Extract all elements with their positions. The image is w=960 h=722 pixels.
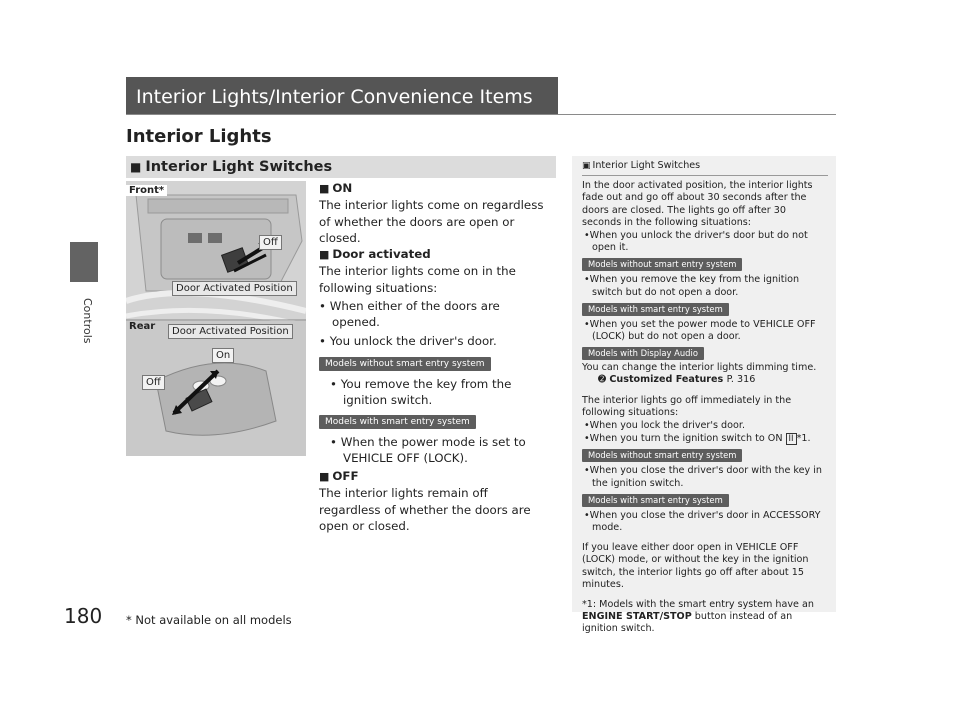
- on-heading: ■ ON: [319, 181, 353, 195]
- models-without-smart-entry-badge: Models without smart entry system: [319, 357, 491, 371]
- light-switch-illustration: [126, 181, 306, 456]
- note-badge-with-smart-entry: Models with smart entry system: [582, 303, 729, 316]
- on-label-rear: On: [212, 348, 234, 363]
- note-badge-without-smart-entry: Models without smart entry system: [582, 258, 742, 271]
- note-paragraph-4: If you leave either door open in VEHICLE OFF (LOCK) mode, or without the key in the ignition switch, the interior lights go off after about 15 minutes.: [582, 542, 809, 590]
- note-bullet-4: •When you lock the driver's door.: [584, 420, 745, 432]
- door-activated-description: The interior lights come on in the following situations:: [319, 264, 516, 295]
- door-activated-bullet-4: • When the power mode is set to VEHICLE OFF (LOCK).: [330, 434, 526, 465]
- subsection-marker: ■: [130, 160, 142, 174]
- off-label-front: Off: [259, 235, 282, 250]
- note-paragraph-2: You can change the interior lights dimming time.: [582, 362, 817, 374]
- availability-footnote: * Not available on all models: [126, 613, 292, 627]
- door-activated-bullet-3: • You remove the key from the ignition switch.: [330, 376, 512, 408]
- note-footnote: *1: Models with the smart entry system have an ENGINE START/STOP button instead of an ignition switch.: [582, 599, 814, 635]
- title-divider: [126, 114, 836, 115]
- chapter-label: Controls: [81, 298, 94, 344]
- door-activated-label-front: Door Activated Position: [172, 281, 297, 296]
- models-with-smart-entry-badge: Models with smart entry system: [319, 415, 476, 429]
- off-description: The interior lights remain off regardless of whether the doors are open or closed.: [319, 486, 531, 534]
- ignition-position-badge: II: [786, 433, 797, 445]
- reference-arrow-icon: ➋: [598, 374, 610, 386]
- front-label: Front*: [126, 185, 167, 196]
- subsection-title: [126, 156, 556, 178]
- chapter-tab: [70, 242, 98, 282]
- page-number: 180: [64, 604, 103, 628]
- note-marker-icon: ▣: [582, 161, 591, 171]
- note-heading: ▣ Interior Light Switches: [582, 160, 828, 176]
- off-label-rear: Off: [142, 375, 165, 390]
- customized-features-link[interactable]: ➋ Customized Features P. 316: [598, 374, 756, 386]
- note-bullet-7: •When you close the driver's door in ACCESSORY mode.: [584, 509, 821, 534]
- section-title: Interior Lights: [126, 126, 272, 147]
- door-activated-heading: ■ Door activated: [319, 247, 431, 262]
- note-paragraph-1: In the door activated position, the interior lights fade out and go off about 30 seconds after the doors are closed. The lights go off after 30 seconds in the following situations:: [582, 180, 813, 228]
- note-bullet-2: •When you remove the key from the ignition switch but do not open a door.: [584, 274, 800, 298]
- note-bullet-5: •When you turn the ignition switch to ON II *1.: [584, 433, 811, 445]
- side-note: [572, 156, 836, 635]
- page-title: Interior Lights/Interior Convenience Items: [126, 77, 558, 115]
- note-badge-display-audio: Models with Display Audio: [582, 347, 704, 360]
- off-heading: ■ OFF: [319, 469, 359, 484]
- note-paragraph-3: The interior lights go off immediately in the following situations:: [582, 394, 792, 418]
- rear-label: Rear: [129, 321, 156, 332]
- note-bullet-3: •When you set the power mode to VEHICLE OFF (LOCK) but do not open a door.: [584, 318, 816, 343]
- on-description: The interior lights come on regardless of whether the doors are open or closed.: [319, 198, 544, 245]
- note-bullet-1: •When you unlock the driver's door but do not open it.: [584, 230, 808, 254]
- door-activated-bullet-1: • When either of the doors are opened.: [319, 299, 500, 330]
- switch-descriptions: [319, 180, 551, 534]
- subsection-label: Interior Light Switches: [145, 159, 333, 175]
- door-activated-label-rear: Door Activated Position: [168, 324, 293, 339]
- door-activated-bullet-2: • You unlock the driver's door.: [319, 333, 497, 348]
- note-bullet-6: •When you close the driver's door with the key in the ignition switch.: [584, 465, 823, 489]
- note-badge-with-smart-entry-2: Models with smart entry system: [582, 494, 729, 507]
- switch-drawing: [126, 181, 306, 456]
- note-badge-without-smart-entry-2: Models without smart entry system: [582, 449, 742, 462]
